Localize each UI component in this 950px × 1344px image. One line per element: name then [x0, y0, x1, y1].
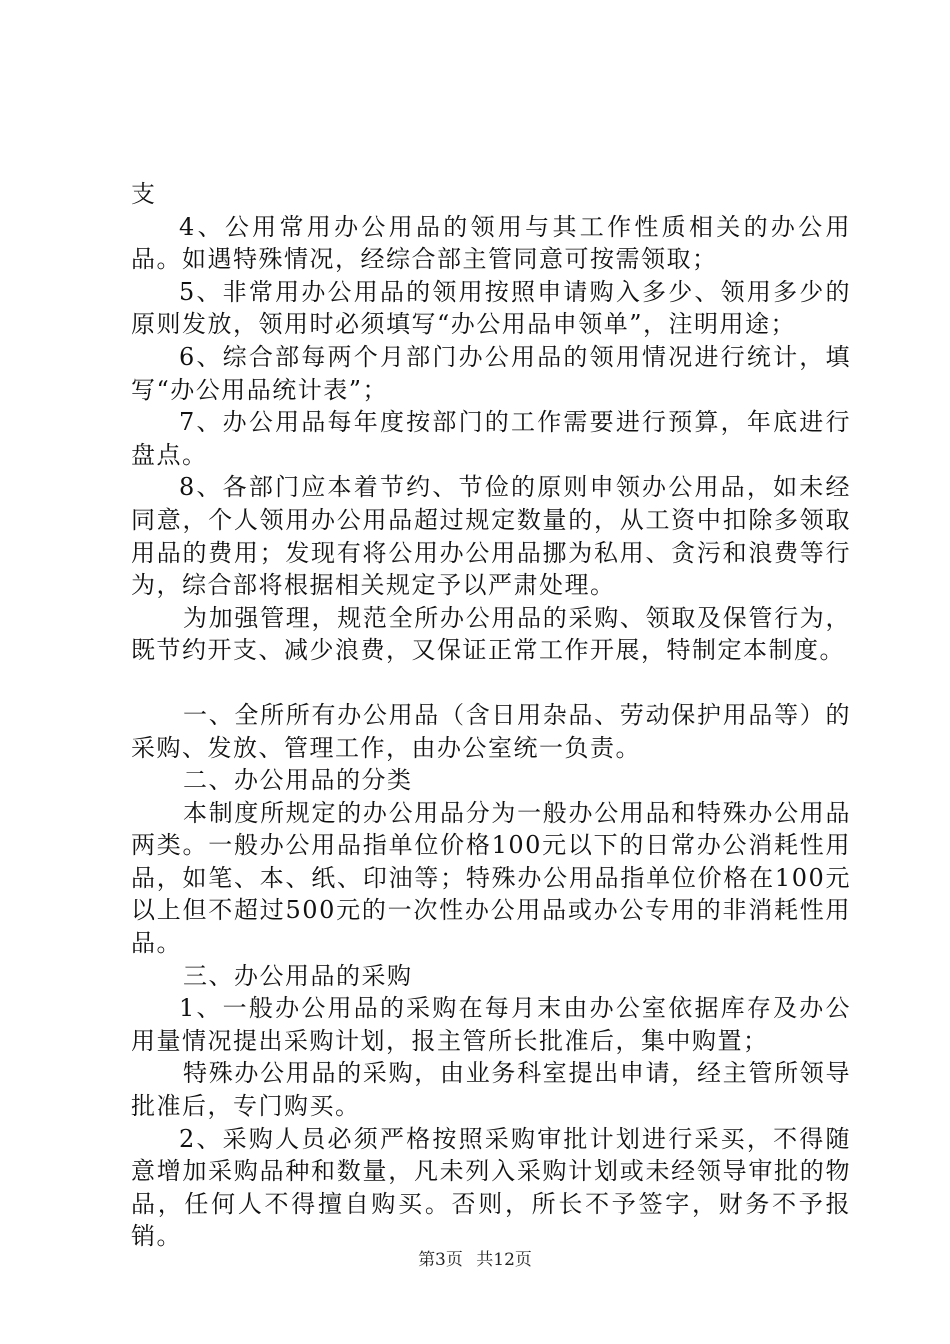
paragraph: 本制度所规定的办公用品分为一般办公用品和特殊办公用品两类。一般办公用品指单位价格100元以下的日常办公消耗性用品，如笔、本、纸、印油等；特殊办公用品指单位价格在100元以上但不超过500元的一次性办公用品或办公专用的非消耗性用品。 [131, 798, 851, 958]
section-heading: 二、办公用品的分类 [183, 766, 413, 795]
paragraph: 为加强管理，规范全所办公用品的采购、领取及保管行为，既节约开支、减少浪费，又保证正常工作开展，特制定本制度。 [131, 603, 851, 665]
paragraph: 5、非常用办公用品的领用按照申请购入多少、领用多少的原则发放，领用时必须填写“办公用品申领单”，注明用途； [131, 277, 851, 339]
paragraph: 特殊办公用品的采购，由业务科室提出申请，经主管所领导批准后，专门购买。 [131, 1059, 851, 1121]
paragraph: 7、办公用品每年度按部门的工作需要进行预算，年底进行盘点。 [131, 408, 851, 469]
page-total: 共12页 [476, 1250, 532, 1270]
document-body [131, 178, 851, 1253]
section-heading: 三、办公用品的采购 [183, 961, 413, 990]
paragraph: 支 [131, 180, 157, 208]
paragraph: 6、综合部每两个月部门办公用品的领用情况进行统计，填写“办公用品统计表”； [131, 342, 851, 404]
paragraph: 4、公用常用办公用品的领用与其工作性质相关的办公用品。如遇特殊情况，经综合部主管同意可按需领取； [131, 212, 851, 274]
paragraph: 2、采购人员必须严格按照采购审批计划进行采买，不得随意增加采购品种和数量，凡未列入采购计划或未经领导审批的物品，任何人不得擅自购买。否则，所长不予签字，财务不予报销。 [131, 1124, 851, 1251]
page-number: 第3页 [418, 1250, 463, 1270]
paragraph-gap [131, 667, 851, 699]
paragraph: 8、各部门应本着节约、节俭的原则申领办公用品，如未经同意，个人领用办公用品超过规定数量的，从工资中扣除多领取用品的费用；发现有将公用办公用品挪为私用、贪污和浪费等行为，综合部将根据相关规定予以严肃处理。 [131, 473, 851, 600]
paragraph: 一、全所所有办公用品（含日用杂品、劳动保护用品等）的采购、发放、管理工作，由办公室统一负责。 [131, 700, 851, 762]
paragraph: 1、一般办公用品的采购在每月末由办公室依据库存及办公用量情况提出采购计划，报主管所长批准后，集中购置； [131, 994, 851, 1055]
page-footer [0, 1245, 950, 1270]
